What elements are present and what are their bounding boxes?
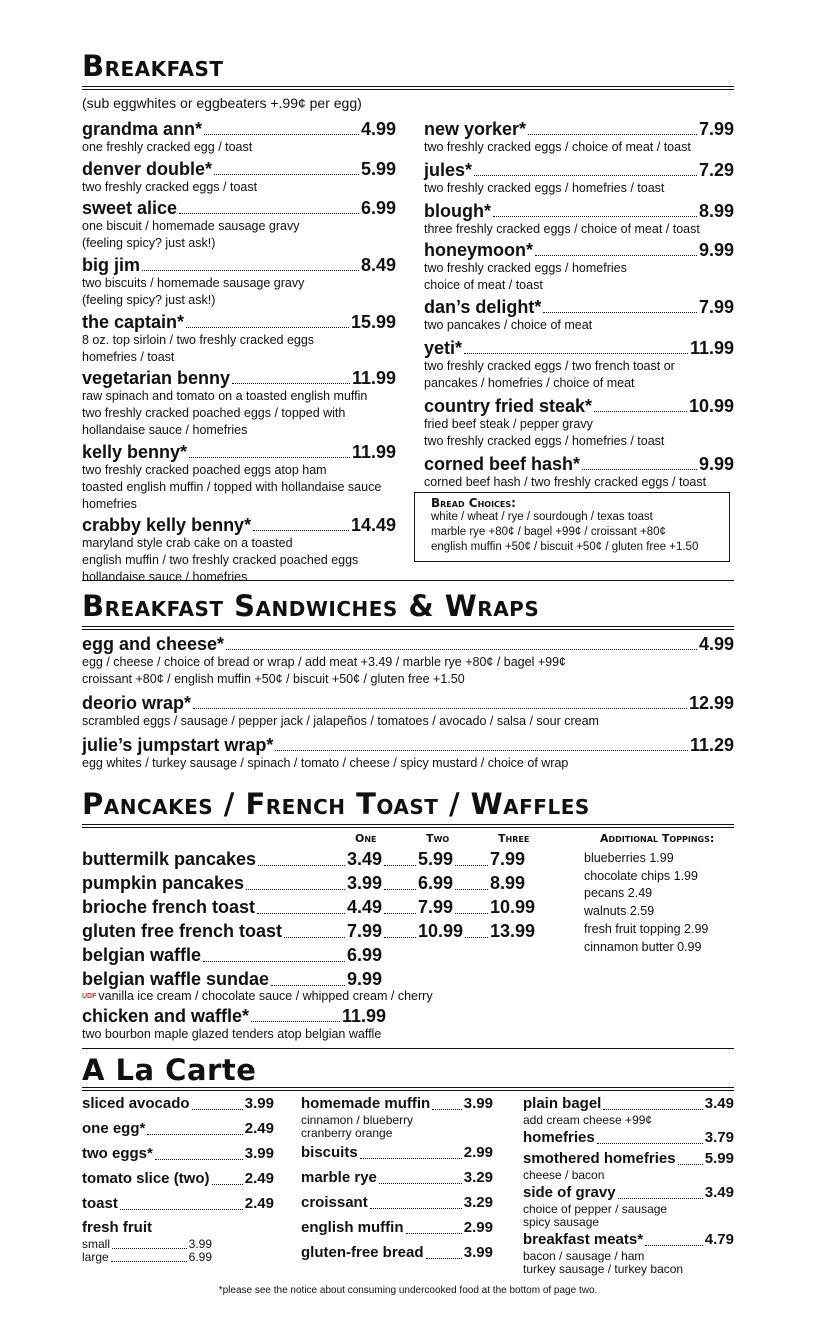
item-price: 7.99 bbox=[698, 297, 734, 317]
chicken-desc: two bourbon maple glazed tenders atop belgian waffle bbox=[82, 1027, 382, 1041]
item-price: 3.49 bbox=[347, 849, 383, 869]
item-desc: two freshly cracked eggs / homefries bbox=[424, 261, 627, 275]
item-price: 5.99 bbox=[418, 849, 454, 869]
item-name: kelly benny* bbox=[82, 442, 188, 462]
item-name: new yorker* bbox=[424, 119, 527, 139]
item-desc: homefries bbox=[82, 497, 137, 511]
item-desc: two freshly cracked eggs / choice of meat / toast bbox=[424, 140, 691, 154]
item-desc: one biscuit / homemade sausage gravy bbox=[82, 219, 300, 233]
item-price: 8.99 bbox=[698, 201, 734, 221]
size-price: 6.99 bbox=[188, 1250, 212, 1264]
item-desc: two biscuits / homemade sausage gravy bbox=[82, 276, 305, 290]
item-desc: egg / cheese / choice of bread or wrap / add meat +3.49 / marble rye +80¢ / bagel +99¢ bbox=[82, 655, 566, 669]
item-desc: corned beef hash / two freshly cracked eggs / toast bbox=[424, 475, 707, 489]
menu-item bbox=[82, 1094, 274, 1114]
item-desc: choice of pepper / sausage bbox=[523, 1202, 668, 1216]
item-name: egg and cheese* bbox=[82, 634, 225, 654]
item-name: buttermilk pancakes bbox=[82, 849, 257, 869]
item-price: 11.99 bbox=[351, 368, 396, 388]
item-name: deorio wrap* bbox=[82, 693, 192, 713]
item-price: 5.99 bbox=[704, 1150, 734, 1167]
item-name: country fried steak* bbox=[424, 396, 593, 416]
item-price: 12.99 bbox=[688, 693, 734, 713]
item-name: belgian waffle sundae bbox=[82, 969, 270, 989]
item-desc: hollandaise sauce / homefries bbox=[82, 423, 248, 437]
item-price: 13.99 bbox=[490, 921, 536, 941]
item-name: plain bagel bbox=[523, 1095, 602, 1112]
item-price: 15.99 bbox=[350, 312, 396, 332]
menu-item bbox=[523, 1183, 734, 1229]
menu-item bbox=[82, 1194, 274, 1214]
topping-item: fresh fruit topping 2.99 bbox=[584, 921, 709, 936]
item-name: english muffin bbox=[301, 1219, 404, 1236]
item-line bbox=[523, 1128, 734, 1148]
leader-dots bbox=[603, 1109, 702, 1110]
item-desc: toasted english muffin / topped with hollandaise sauce bbox=[82, 480, 382, 494]
item-price: 10.99 bbox=[490, 897, 536, 917]
item-name: homemade muffin bbox=[301, 1095, 431, 1112]
item-price: 3.29 bbox=[463, 1194, 493, 1211]
item-line bbox=[523, 1149, 734, 1169]
udf-logo: UDF bbox=[82, 993, 97, 1001]
item-price: 4.49 bbox=[347, 897, 383, 917]
item-desc: fried beef steak / pepper gravy bbox=[424, 417, 593, 431]
leader-dots bbox=[155, 1159, 243, 1160]
leader-dots bbox=[251, 1021, 340, 1022]
item-name: crabby kelly benny* bbox=[82, 515, 252, 535]
item-price: 3.79 bbox=[704, 1129, 734, 1146]
leader-dots bbox=[203, 961, 345, 962]
sandwiches-title: Breakfast Sandwiches & Wraps bbox=[82, 589, 540, 623]
item-desc: (feeling spicy? just ask!) bbox=[82, 293, 216, 307]
col-header-one: One bbox=[355, 832, 377, 845]
item-price: 3.49 bbox=[704, 1095, 734, 1112]
item-name: big jim bbox=[82, 255, 140, 275]
item-name: toast bbox=[82, 1195, 118, 1212]
item-line bbox=[82, 1119, 274, 1139]
leader-dots bbox=[597, 1143, 703, 1144]
item-price: 3.99 bbox=[244, 1145, 274, 1162]
item-desc: maryland style crab cake on a toasted bbox=[82, 536, 293, 550]
topping-item: cinnamon butter 0.99 bbox=[584, 939, 702, 954]
item-price: 3.49 bbox=[704, 1184, 734, 1201]
alacarte-col-2 bbox=[301, 1094, 493, 1263]
item-price: 9.99 bbox=[698, 454, 734, 474]
leader-dots bbox=[406, 1233, 462, 1234]
item-desc: choice of meat / toast bbox=[424, 278, 543, 292]
item-price: 14.49 bbox=[350, 515, 396, 535]
item-desc: one freshly cracked egg / toast bbox=[82, 140, 253, 154]
leader-dots bbox=[120, 1209, 243, 1210]
item-desc: (feeling spicy? just ask!) bbox=[82, 236, 216, 250]
menu-item bbox=[301, 1168, 493, 1188]
leader-dots bbox=[535, 255, 697, 256]
item-line bbox=[301, 1168, 493, 1188]
leader-dots bbox=[582, 469, 697, 470]
item-name: side of gravy bbox=[523, 1184, 616, 1201]
breakfast-sub-note: (sub eggwhites or eggbeaters +.99¢ per egg) bbox=[82, 95, 362, 111]
item-name: yeti* bbox=[424, 338, 463, 358]
item-name: chicken and waffle* bbox=[82, 1006, 250, 1026]
item-price: 5.99 bbox=[360, 159, 396, 179]
col-header-two: Two bbox=[426, 832, 450, 845]
item-desc: cheese / bacon bbox=[523, 1168, 605, 1182]
pancake-row bbox=[82, 894, 542, 918]
item-price: 2.49 bbox=[244, 1120, 274, 1137]
topping-item: blueberries 1.99 bbox=[584, 851, 674, 865]
item-name: denver double* bbox=[82, 159, 213, 179]
breakfast-title: Breakfast bbox=[82, 49, 224, 83]
item-price: 10.99 bbox=[688, 396, 734, 416]
item-desc: two pancakes / choice of meat bbox=[424, 318, 593, 332]
item-desc: english muffin / two freshly cracked poached eggs bbox=[82, 553, 359, 567]
item-line bbox=[301, 1243, 493, 1263]
leader-dots bbox=[271, 985, 345, 986]
item-name: grandma ann* bbox=[82, 119, 203, 139]
menu-item bbox=[523, 1128, 734, 1148]
alacarte-col-1 bbox=[82, 1094, 274, 1214]
leader-dots bbox=[370, 1208, 462, 1209]
item-price: 7.29 bbox=[698, 160, 734, 180]
item-price: 2.49 bbox=[244, 1170, 274, 1187]
topping-item: walnuts 2.59 bbox=[584, 904, 655, 919]
item-price: 9.99 bbox=[698, 240, 734, 260]
pancake-row bbox=[82, 966, 542, 990]
leader-dots bbox=[111, 1261, 187, 1262]
toppings-list bbox=[584, 850, 708, 956]
item-name: blough* bbox=[424, 201, 491, 221]
menu-item bbox=[301, 1243, 493, 1263]
leader-dots bbox=[645, 1245, 703, 1246]
item-price: 8.99 bbox=[490, 873, 526, 893]
fresh-fruit bbox=[82, 1218, 212, 1264]
item-name: belgian waffle bbox=[82, 945, 202, 965]
item-price: 2.49 bbox=[244, 1195, 274, 1212]
item-price: 11.99 bbox=[689, 338, 734, 358]
item-name: biscuits bbox=[301, 1144, 358, 1161]
item-name: one egg* bbox=[82, 1120, 146, 1137]
leader-dots bbox=[678, 1164, 703, 1165]
pancakes-title: Pancakes / French Toast / Waffles bbox=[82, 787, 590, 821]
item-price: 3.29 bbox=[463, 1169, 493, 1186]
leader-dots bbox=[192, 1109, 243, 1110]
leader-dots bbox=[147, 1134, 242, 1135]
item-name: homefries bbox=[523, 1129, 595, 1146]
item-line bbox=[82, 1144, 274, 1164]
item-price: 3.99 bbox=[463, 1244, 493, 1261]
item-price: 3.99 bbox=[244, 1095, 274, 1112]
chicken-and-waffle bbox=[82, 1006, 386, 1026]
leader-dots bbox=[543, 312, 697, 313]
item-line bbox=[301, 1218, 493, 1238]
sundae-desc-text: vanilla ice cream / chocolate sauce / whipped cream / cherry bbox=[98, 989, 433, 1003]
item-desc: two freshly cracked poached eggs atop ham bbox=[82, 463, 327, 477]
item-price: 6.99 bbox=[360, 198, 396, 218]
bread-choices-title: Bread Choices: bbox=[431, 496, 516, 510]
col-header-three: Three bbox=[498, 832, 530, 845]
item-price: 8.49 bbox=[360, 255, 396, 275]
item-name: dan’s delight* bbox=[424, 297, 542, 317]
pancake-row bbox=[82, 918, 542, 942]
leader-dots bbox=[384, 913, 416, 914]
item-name: two eggs* bbox=[82, 1145, 153, 1162]
item-desc: two freshly cracked poached eggs / topped with bbox=[82, 406, 346, 420]
leader-dots bbox=[212, 1184, 243, 1185]
item-price: 6.99 bbox=[418, 873, 454, 893]
bread-line: marble rye +80¢ / bagel +99¢ / croissant +80¢ bbox=[431, 526, 666, 538]
item-line bbox=[523, 1183, 734, 1203]
item-desc: two freshly cracked eggs / homefries / toast bbox=[424, 181, 665, 195]
menu-item bbox=[82, 1144, 274, 1164]
item-line bbox=[523, 1230, 734, 1250]
item-name: smothered homefries bbox=[523, 1150, 676, 1167]
item-price: 4.99 bbox=[698, 634, 734, 654]
item-name: sweet alice bbox=[82, 198, 178, 218]
item-name: pumpkin pancakes bbox=[82, 873, 245, 893]
item-price: 10.99 bbox=[418, 921, 464, 941]
item-line bbox=[301, 1193, 493, 1213]
item-desc: raw spinach and tomato on a toasted english muffin bbox=[82, 389, 368, 403]
item-desc: hollandaise sauce / homefries bbox=[82, 570, 248, 584]
menu-item bbox=[523, 1230, 734, 1276]
footer-note: *please see the notice about consuming undercooked food at the bottom of page two. bbox=[218, 1285, 598, 1296]
leader-dots bbox=[455, 865, 488, 866]
divider bbox=[82, 1048, 734, 1049]
item-name: brioche french toast bbox=[82, 897, 256, 917]
item-name: sliced avocado bbox=[82, 1095, 190, 1112]
leader-dots bbox=[384, 865, 416, 866]
topping-item: chocolate chips 1.99 bbox=[584, 868, 698, 883]
item-name: gluten-free bread bbox=[301, 1244, 424, 1261]
item-desc: 8 oz. top sirloin / two freshly cracked eggs bbox=[82, 333, 315, 347]
item-line bbox=[301, 1143, 493, 1163]
item-desc: add cream cheese +99¢ bbox=[523, 1113, 653, 1127]
item-desc: croissant +80¢ / english muffin +50¢ / biscuit +50¢ / gluten free +1.50 bbox=[82, 672, 465, 686]
topping-item: pecans 2.49 bbox=[584, 886, 653, 901]
size-label: small bbox=[82, 1237, 111, 1251]
menu-item bbox=[301, 1143, 493, 1163]
item-desc: two freshly cracked eggs / homefries / toast bbox=[424, 434, 665, 448]
menu-item bbox=[301, 1193, 493, 1213]
item-price: 3.99 bbox=[347, 873, 383, 893]
item-name: honeymoon* bbox=[424, 240, 534, 260]
menu-item bbox=[301, 1218, 493, 1238]
item-name: croissant bbox=[301, 1194, 368, 1211]
item-price: 7.99 bbox=[698, 119, 734, 139]
leader-dots bbox=[257, 913, 345, 914]
item-desc: bacon / sausage / ham bbox=[523, 1249, 645, 1263]
alacarte-rule bbox=[82, 1087, 734, 1091]
item-name: jules* bbox=[424, 160, 473, 180]
leader-dots bbox=[258, 865, 345, 866]
leader-dots bbox=[465, 937, 488, 938]
menu-item bbox=[523, 1094, 734, 1127]
size-price: 3.99 bbox=[188, 1237, 212, 1251]
item-desc: cinnamon / blueberry bbox=[301, 1113, 414, 1127]
item-name: breakfast meats* bbox=[523, 1231, 644, 1248]
item-name: vegetarian benny bbox=[82, 368, 231, 388]
item-line bbox=[82, 1169, 274, 1189]
item-price: 6.99 bbox=[347, 945, 383, 965]
leader-dots bbox=[384, 889, 416, 890]
leader-dots bbox=[112, 1248, 187, 1249]
menu-item bbox=[82, 1119, 274, 1139]
toppings-title: Additional Toppings: bbox=[600, 832, 715, 845]
leader-dots bbox=[246, 889, 345, 890]
item-price: 2.99 bbox=[463, 1219, 493, 1236]
leader-dots bbox=[455, 913, 488, 914]
item-line bbox=[523, 1094, 734, 1114]
item-price: 11.29 bbox=[689, 735, 734, 755]
menu-item bbox=[301, 1094, 493, 1140]
item-price: 3.99 bbox=[463, 1095, 493, 1112]
menu-item bbox=[523, 1149, 734, 1182]
item-desc: three freshly cracked eggs / choice of meat / toast bbox=[424, 222, 700, 236]
item-desc: turkey sausage / turkey bacon bbox=[523, 1262, 684, 1276]
item-price: 4.99 bbox=[360, 119, 396, 139]
item-name: marble rye bbox=[301, 1169, 377, 1186]
item-desc: two freshly cracked eggs / two french toast or bbox=[424, 359, 675, 373]
item-name: gluten free french toast bbox=[82, 921, 283, 941]
leader-dots bbox=[284, 937, 345, 938]
item-price: 2.99 bbox=[463, 1144, 493, 1161]
pancake-row bbox=[82, 942, 542, 966]
item-desc: spicy sausage bbox=[523, 1215, 600, 1229]
leader-dots bbox=[432, 1109, 462, 1110]
item-price: 9.99 bbox=[347, 969, 383, 989]
item-price: 7.99 bbox=[347, 921, 383, 941]
sundae-desc bbox=[82, 988, 433, 1005]
pancake-row bbox=[82, 870, 542, 894]
fresh-fruit-large bbox=[82, 1251, 212, 1264]
item-desc: scrambled eggs / sausage / pepper jack / jalapeños / tomatoes / avocado / salsa / sour cream bbox=[82, 714, 599, 728]
item-line bbox=[301, 1094, 493, 1114]
alacarte-col-3 bbox=[523, 1094, 734, 1276]
item-name: julie’s jumpstart wrap* bbox=[82, 735, 274, 755]
item-price: 11.99 bbox=[341, 1006, 386, 1026]
menu-item bbox=[82, 1169, 274, 1189]
bread-line: english muffin +50¢ / biscuit +50¢ / gluten free +1.50 bbox=[431, 541, 699, 553]
leader-dots bbox=[594, 411, 687, 412]
item-name: tomato slice (two) bbox=[82, 1170, 210, 1187]
item-name: the captain* bbox=[82, 312, 185, 332]
alacarte-title: A La Carte bbox=[82, 1053, 257, 1087]
item-price: 11.99 bbox=[351, 442, 396, 462]
bread-line: white / wheat / rye / sourdough / texas toast bbox=[431, 511, 653, 523]
fresh-fruit-name: fresh fruit bbox=[82, 1219, 153, 1236]
item-desc: pancakes / homefries / choice of meat bbox=[424, 376, 635, 390]
item-line bbox=[82, 1194, 274, 1214]
leader-dots bbox=[360, 1158, 462, 1159]
size-label: large bbox=[82, 1250, 109, 1264]
item-price: 4.79 bbox=[704, 1231, 734, 1248]
leader-dots bbox=[455, 889, 488, 890]
item-desc: egg whites / turkey sausage / spinach / tomato / cheese / spicy mustard / choice of wrap bbox=[82, 756, 569, 770]
pancake-row bbox=[82, 846, 542, 870]
leader-dots bbox=[384, 937, 416, 938]
leader-dots bbox=[379, 1183, 462, 1184]
leader-dots bbox=[618, 1198, 703, 1199]
item-name: corned beef hash* bbox=[424, 454, 581, 474]
item-desc: homefries / toast bbox=[82, 350, 175, 364]
leader-dots bbox=[528, 134, 697, 135]
item-price: 7.99 bbox=[490, 849, 526, 869]
item-price: 7.99 bbox=[418, 897, 454, 917]
leader-dots bbox=[426, 1258, 462, 1259]
item-line bbox=[82, 1094, 274, 1114]
item-desc: two freshly cracked eggs / toast bbox=[82, 180, 258, 194]
item-desc: cranberry orange bbox=[301, 1126, 393, 1140]
